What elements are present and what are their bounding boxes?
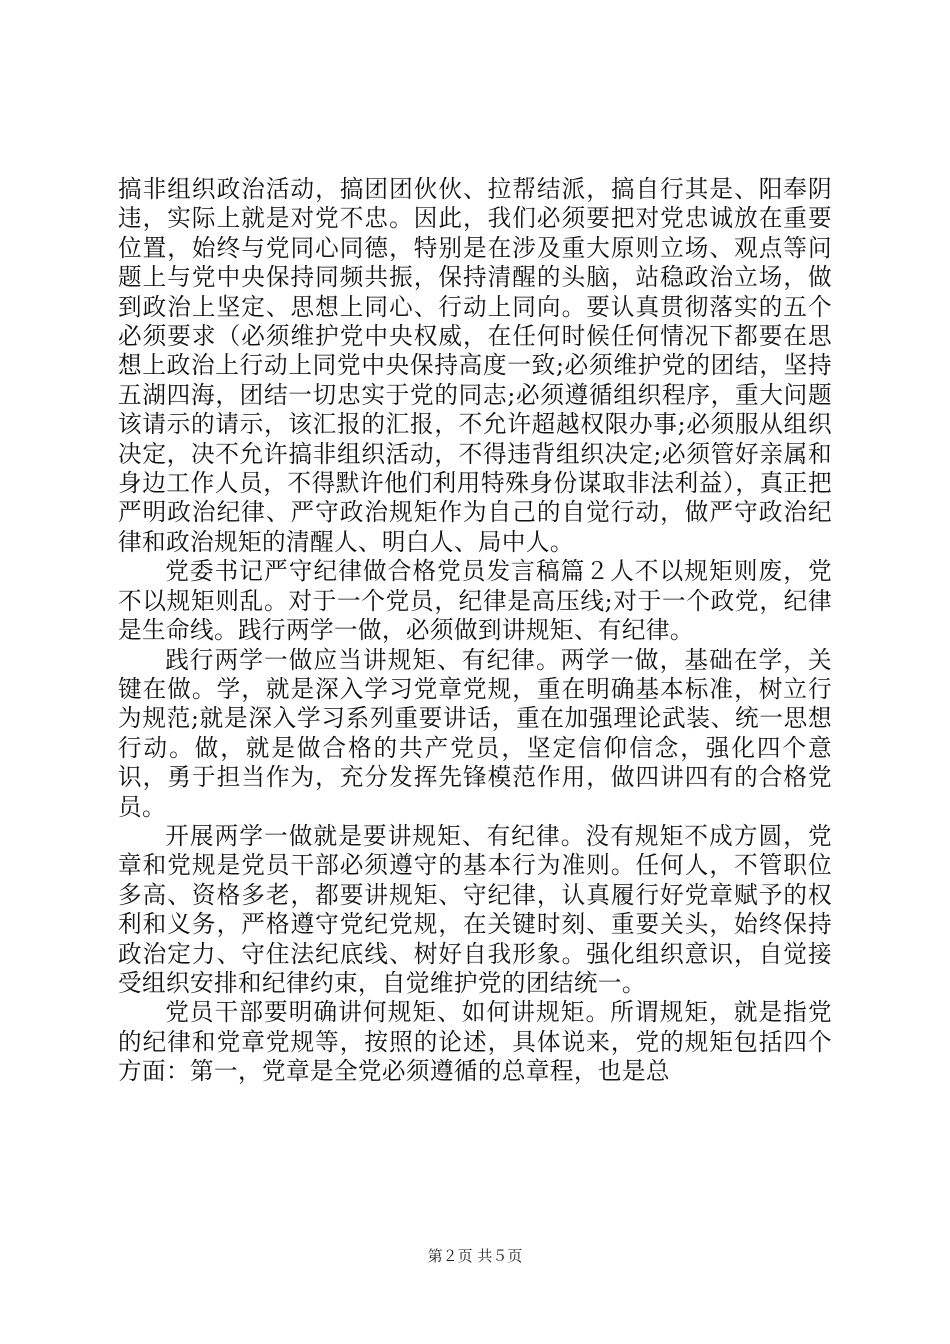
document-body	[118, 175, 832, 1087]
paragraph-5: 党员干部要明确讲何规矩、如何讲规矩。所谓规矩，就是指党的纪律和党章党规等，按照的论述，具体说来，党的规矩包括四个方面：第一，党章是全党必须遵循的总章程，也是总	[118, 998, 832, 1086]
paragraph-1: 搞非组织政治活动，搞团团伙伙、拉帮结派，搞自行其是、阳奉阴违，实际上就是对党不忠。因此，我们必须要把对党忠诚放在重要位置，始终与党同心同德，特别是在涉及重大原则立场、观点等问题上与党中央保持同频共振，保持清醒的头脑，站稳政治立场，做到政治上坚定、思想上同心、行动上同向。要认真贯彻落实的五个必须要求（必须维护党中央权威，在任何时候任何情况下都要在思想上政治上行动上同党中央保持高度一致;必须维护党的团结，坚持五湖四海，团结一切忠实于党的同志;必须遵循组织程序，重大问题该请示的请示，该汇报的汇报，不允许超越权限办事;必须服从组织决定，决不允许搞非组织活动，不得违背组织决定;必须管好亲属和身边工作人员，不得默许他们利用特殊身份谋取非法利益），真正把严明政治纪律、严守政治规矩作为自己的自觉行动，做严守政治纪律和政治规矩的清醒人、明白人、局中人。	[118, 175, 832, 556]
page-footer: 第２页 共５页	[427, 1247, 523, 1265]
paragraph-4: 开展两学一做就是要讲规矩、有纪律。没有规矩不成方圆，党章和党规是党员干部必须遵守的基本行为准则。任何人，不管职位多高、资格多老，都要讲规矩、守纪律，认真履行好党章赋予的权利和义务，严格遵守党纪党规，在关键时刻、重要关头，始终保持政治定力、守住法纪底线、树好自我形象。强化组织意识，自觉接受组织安排和纪律约束，自觉维护党的团结统一。	[118, 821, 832, 997]
paragraph-2: 党委书记严守纪律做合格党员发言稿篇２人不以规矩则废，党不以规矩则乱。对于一个党员，纪律是高压线;对于一个政党，纪律是生命线。践行两学一做，必须做到讲规矩、有纪律。	[118, 557, 832, 645]
paragraph-3: 践行两学一做应当讲规矩、有纪律。两学一做，基础在学，关键在做。学，就是深入学习党章党规，重在明确基本标准，树立行为规范;就是深入学习系列重要讲话，重在加强理论武装、统一思想行动。做，就是做合格的共产党员，坚定信仰信念，强化四个意识，勇于担当作为，充分发挥先锋模范作用，做四讲四有的合格党员。	[118, 645, 832, 821]
